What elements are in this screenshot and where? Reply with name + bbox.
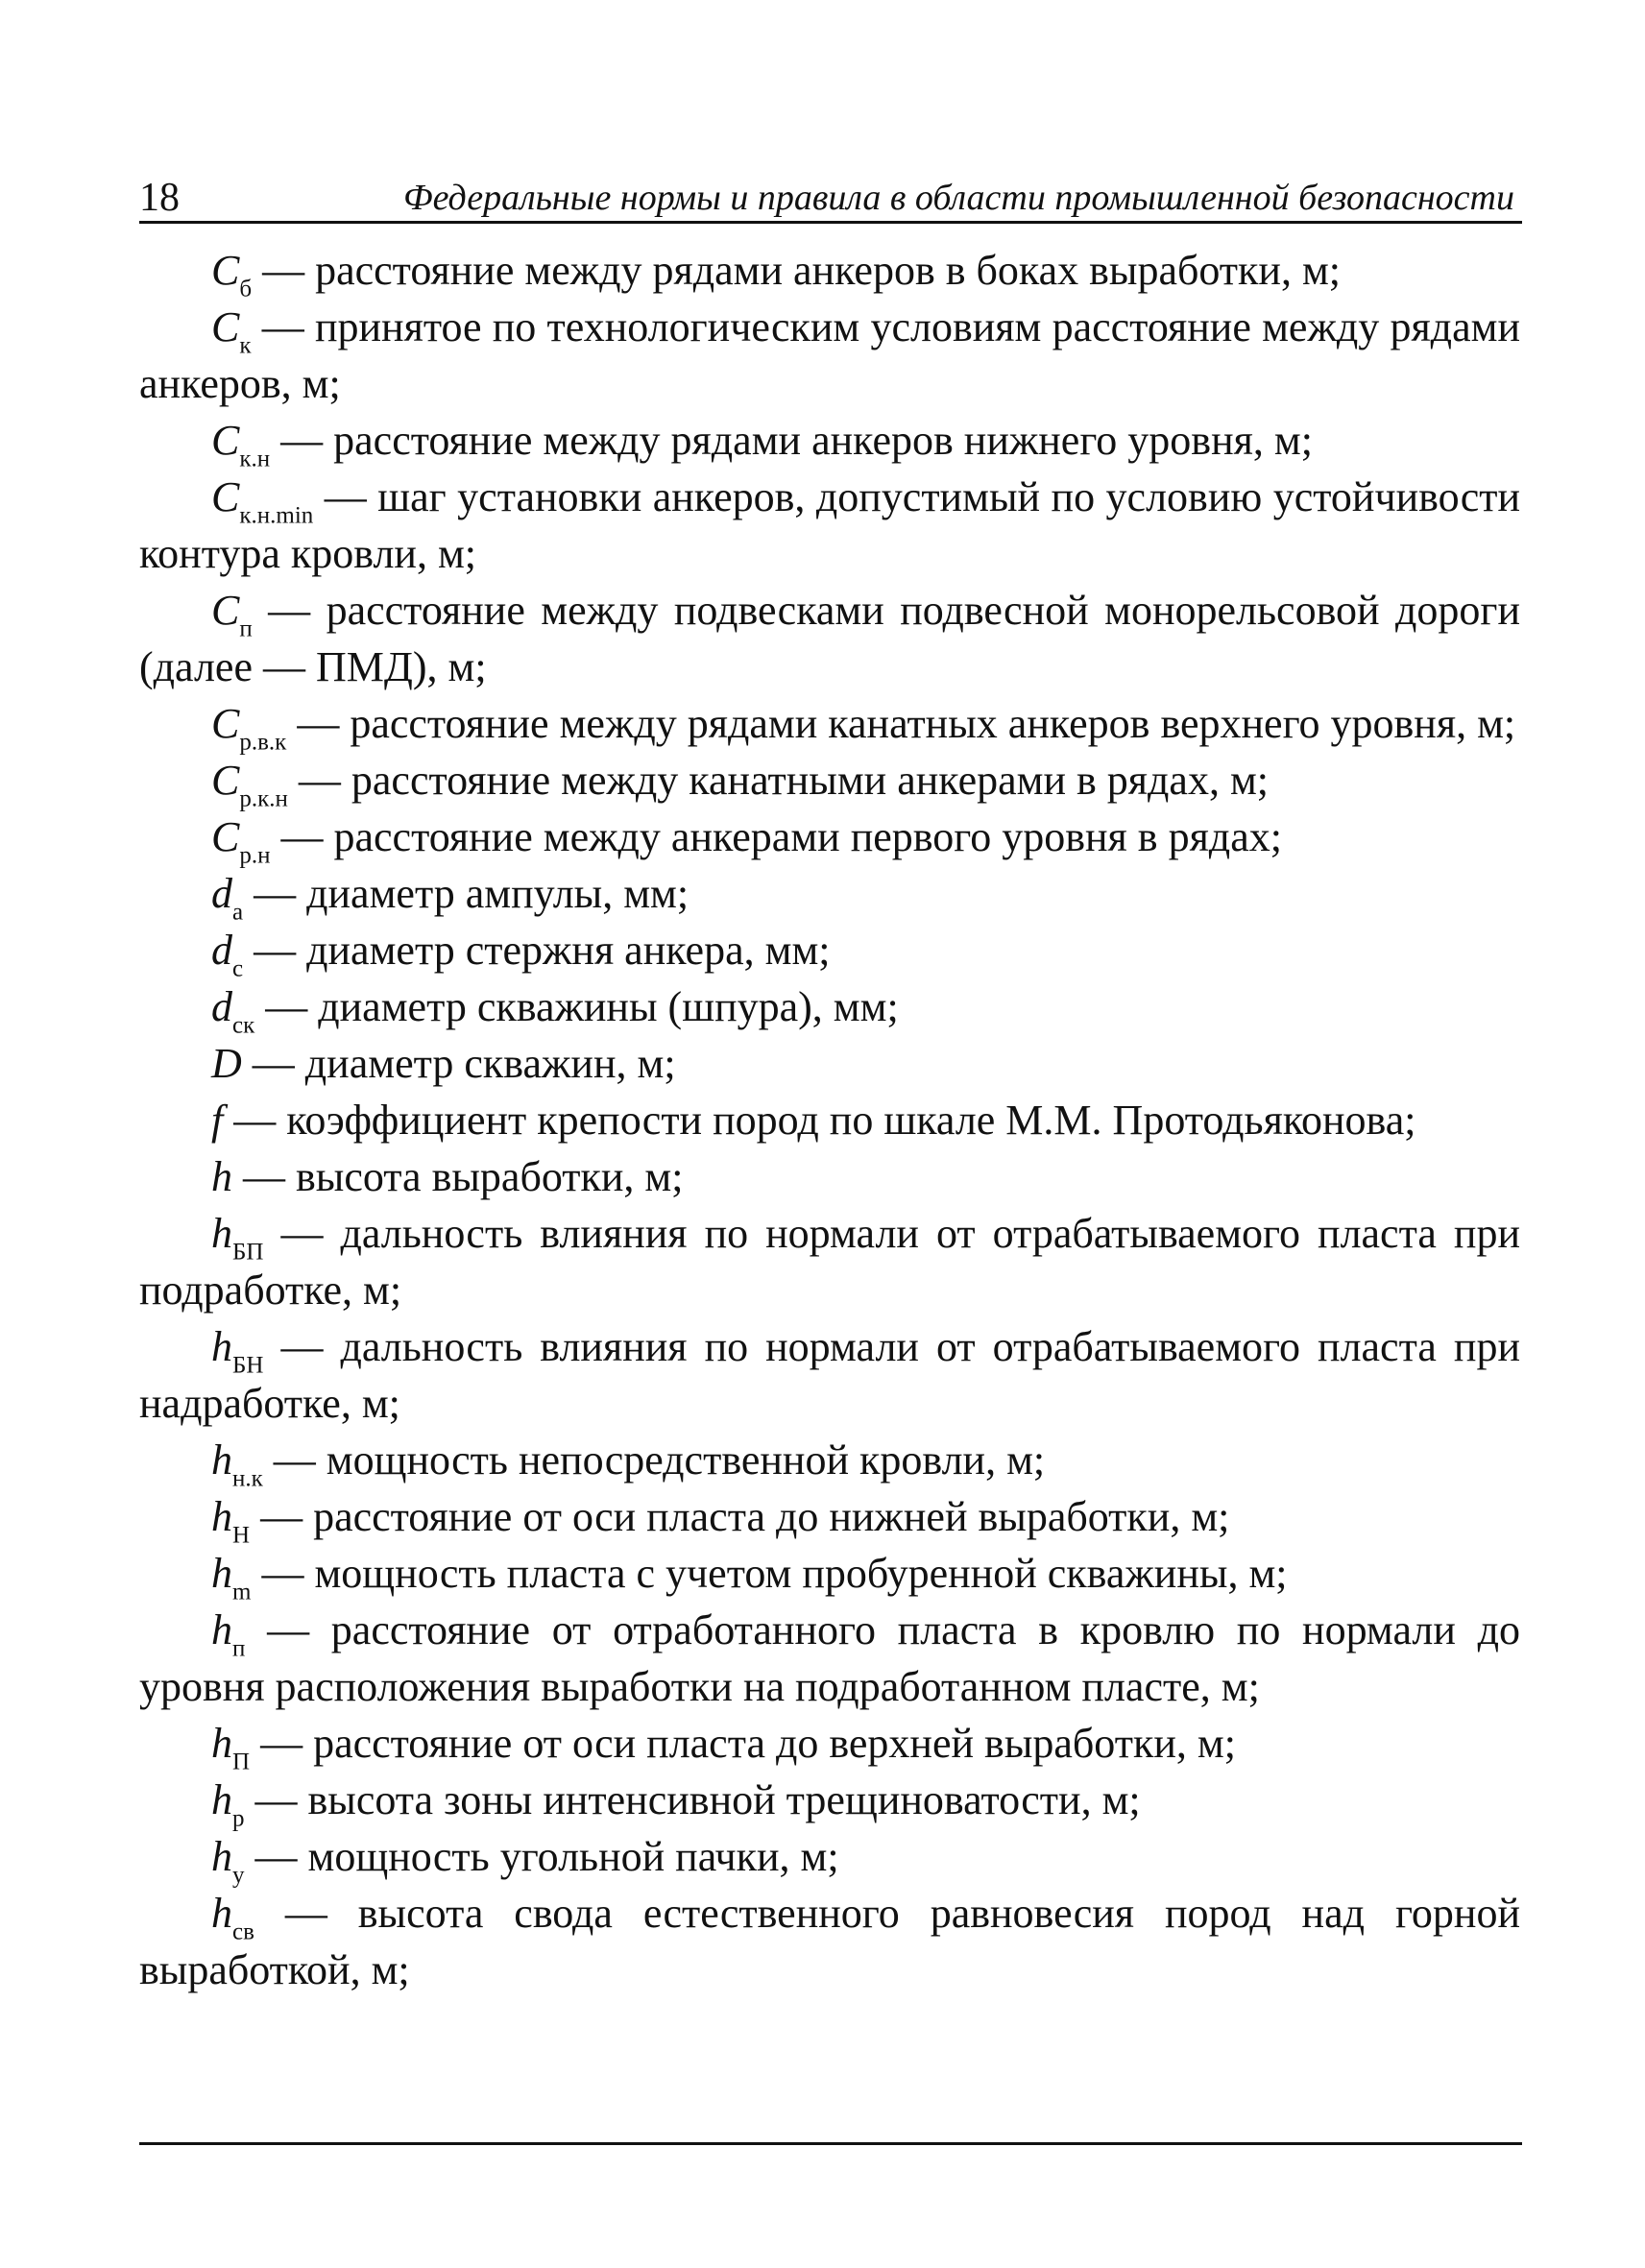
running-title: Федеральные нормы и правила в области промышленной безопасности — [403, 178, 1514, 218]
definition-item — [139, 299, 1520, 412]
definition-item — [139, 808, 1520, 869]
definition-subscript: m — [232, 1579, 252, 1605]
definition-symbol: h — [211, 1606, 232, 1653]
definition-subscript: р.к.н — [239, 785, 288, 812]
definition-text: — шаг установки анкеров, допустимый по условию устойчивости контура кровли, м; — [139, 473, 1520, 577]
definition-subscript: н.к — [232, 1465, 263, 1492]
header-rule — [139, 221, 1522, 224]
definition-subscript: к.н.min — [239, 502, 314, 529]
definition-subscript: П — [232, 1749, 251, 1775]
definition-item — [139, 922, 1520, 982]
definition-item — [139, 1545, 1520, 1605]
definition-item — [139, 752, 1520, 812]
definition-subscript: у — [232, 1862, 245, 1889]
definition-symbol: C — [211, 587, 240, 634]
definition-item — [139, 1828, 1520, 1889]
definition-symbol: D — [211, 1040, 242, 1087]
definition-symbol: h — [211, 1890, 232, 1937]
definition-subscript: р — [232, 1805, 245, 1832]
definition-text: — расстояние от отработанного пласта в кровлю по нормали до уровня расположения выработки на подработанном пласте, м; — [139, 1606, 1520, 1710]
definition-text: — высота выработки, м; — [232, 1153, 684, 1200]
definitions-list — [139, 242, 1520, 1998]
definition-symbol: h — [211, 1436, 232, 1484]
definition-subscript: с — [232, 955, 244, 982]
definition-text: — мощность непосредственной кровли, м; — [262, 1436, 1046, 1484]
definition-subscript: а — [232, 899, 244, 926]
definition-item — [139, 1318, 1520, 1432]
definition-item — [139, 412, 1520, 472]
definition-symbol: h — [211, 1833, 232, 1880]
definition-text: — расстояние между анкерами первого уровня в рядах; — [270, 813, 1282, 860]
definition-item — [139, 695, 1520, 756]
definition-symbol: C — [211, 247, 240, 294]
definition-symbol: C — [211, 700, 240, 747]
definition-text: — расстояние от оси пласта до нижней выработки, м; — [250, 1493, 1230, 1540]
definition-text: — диаметр стержня анкера, мм; — [243, 927, 831, 974]
definition-subscript: р.н — [239, 842, 271, 869]
page-header — [139, 171, 1522, 227]
definition-symbol: h — [211, 1210, 232, 1257]
definition-symbol: h — [211, 1493, 232, 1540]
definition-item — [139, 242, 1520, 302]
definition-symbol: f — [211, 1097, 224, 1144]
footer-rule — [139, 2142, 1522, 2145]
definition-symbol: h — [211, 1550, 232, 1597]
definition-text: — расстояние между рядами анкеров в боках выработки, м; — [252, 247, 1342, 294]
definition-text: — расстояние между рядами анкеров нижнего уровня, м; — [270, 417, 1313, 464]
definition-symbol: d — [211, 927, 232, 974]
definition-text: — расстояние от оси пласта до верхней выработки, м; — [250, 1720, 1236, 1767]
definition-text: — диаметр ампулы, мм; — [243, 870, 689, 917]
definition-item — [139, 582, 1520, 695]
definition-item — [139, 1432, 1520, 1492]
definition-subscript: БН — [232, 1352, 264, 1379]
definition-text: — коэффициент крепости пород по шкале М.М. Протодьяконова; — [223, 1097, 1416, 1144]
definition-subscript: п — [239, 615, 253, 642]
definition-item — [139, 1092, 1520, 1148]
definition-item — [139, 978, 1520, 1039]
definition-subscript: к.н — [239, 446, 271, 472]
definition-text: — расстояние между канатными анкерами в рядах, м; — [287, 757, 1270, 804]
definition-item — [139, 1035, 1520, 1092]
definition-item — [139, 1715, 1520, 1775]
definition-symbol: h — [211, 1323, 232, 1370]
definition-subscript: Н — [232, 1522, 251, 1549]
definition-text: — высота свода естественного равновесия пород над горной выработкой, м; — [139, 1890, 1520, 1993]
definition-symbol: C — [211, 813, 240, 860]
definition-text: — дальность влияния по нормали от отрабатываемого пласта при надработке, м; — [139, 1323, 1520, 1427]
definition-text: — дальность влияния по нормали от отрабатываемого пласта при подработке, м; — [139, 1210, 1520, 1314]
definition-symbol: C — [211, 303, 240, 350]
definition-text: — мощность пласта с учетом пробуренной скважины, м; — [251, 1550, 1288, 1597]
definition-symbol: d — [211, 983, 232, 1030]
definition-symbol: h — [211, 1776, 232, 1823]
definition-subscript: св — [232, 1918, 254, 1945]
definition-subscript: р.в.к — [239, 729, 287, 756]
definition-item — [139, 865, 1520, 926]
definition-text: — диаметр скважин, м; — [241, 1040, 676, 1087]
definition-subscript: ск — [232, 1012, 255, 1039]
definition-item — [139, 1148, 1520, 1205]
definition-item — [139, 1885, 1520, 1998]
definition-item — [139, 1602, 1520, 1715]
definition-item — [139, 1488, 1520, 1549]
definition-symbol: d — [211, 870, 232, 917]
definition-text: — мощность угольной пачки, м; — [244, 1833, 839, 1880]
definition-symbol: h — [211, 1153, 232, 1200]
definition-text: — высота зоны интенсивной трещиноватости, м; — [244, 1776, 1141, 1823]
definition-text: — расстояние между подвесками подвесной монорельсовой дороги (далее — ПМД), м; — [139, 587, 1520, 690]
definition-text: — принятое по технологическим условиям расстояние между рядами анкеров, м; — [139, 303, 1520, 407]
definition-symbol: C — [211, 757, 240, 804]
definition-subscript: БП — [232, 1239, 264, 1266]
definition-symbol: C — [211, 417, 240, 464]
definition-subscript: б — [239, 276, 253, 302]
definition-item — [139, 1205, 1520, 1318]
definition-item — [139, 1772, 1520, 1832]
definition-symbol: h — [211, 1720, 232, 1767]
definition-symbol: C — [211, 473, 240, 520]
definition-text: — диаметр скважины (шпура), мм; — [254, 983, 899, 1030]
definition-subscript: п — [232, 1635, 246, 1662]
definition-item — [139, 469, 1520, 582]
page-number: 18 — [139, 176, 180, 220]
definition-subscript: к — [239, 332, 252, 359]
definition-text: — расстояние между рядами канатных анкеров верхнего уровня, м; — [286, 700, 1516, 747]
